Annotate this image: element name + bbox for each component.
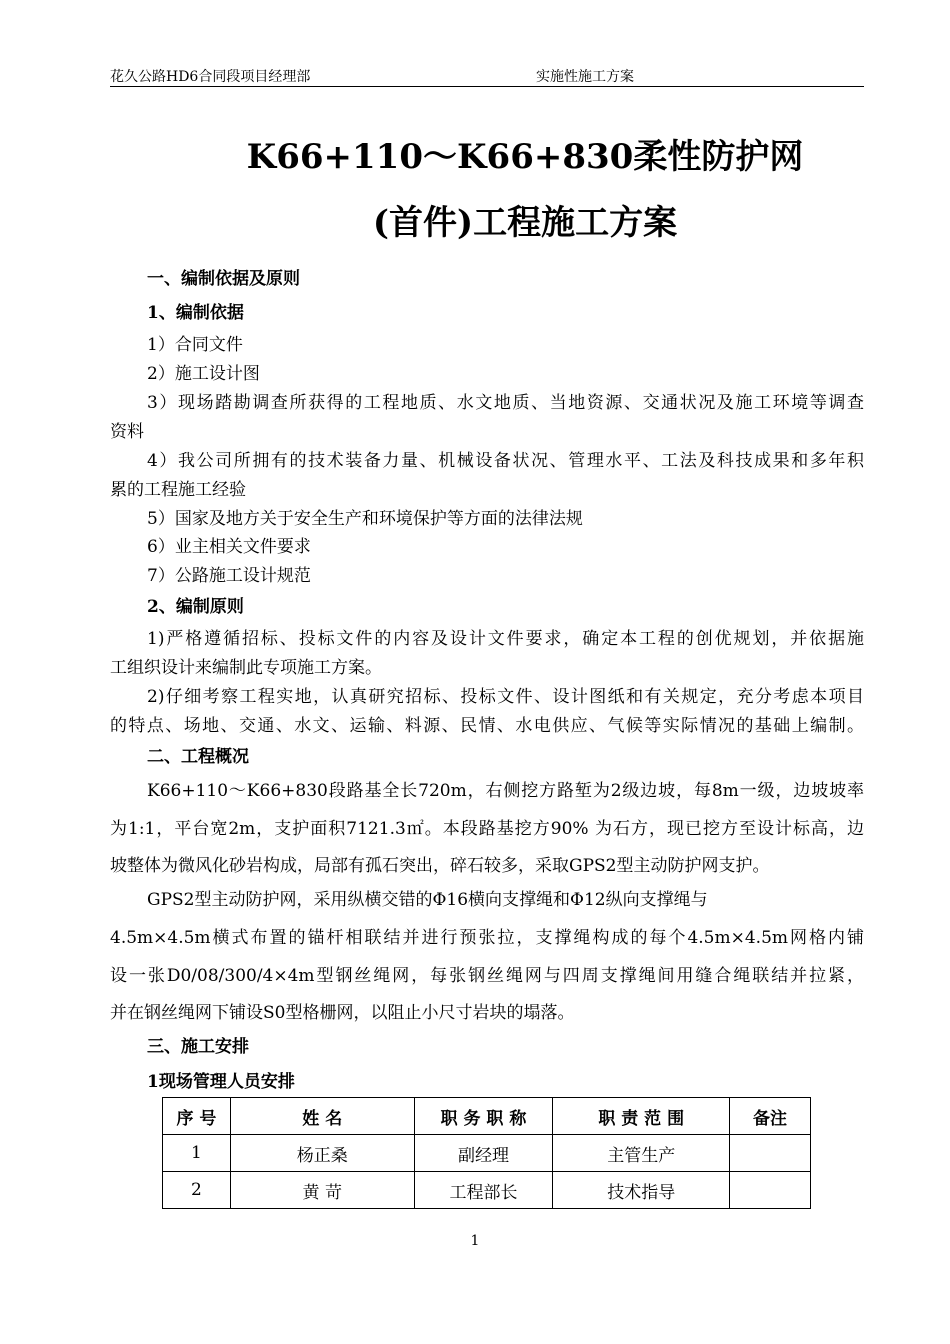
principle-item-cont: 工组织设计来编制此专项施工方案。: [110, 658, 382, 678]
table-header-cell: 职 责 范 围: [553, 1098, 730, 1135]
basis-item: 5）国家及地方关于安全生产和环境保护等方面的法律法规: [147, 509, 583, 529]
section-heading-1: 一、编制依据及原则: [147, 269, 300, 289]
subsection-heading-3-1: 1现场管理人员安排: [147, 1072, 295, 1092]
subsection-heading-1-2: 2、编制原则: [147, 597, 244, 617]
overview-line: K66+110～K66+830段路基全长720m，右侧挖方路堑为2级边坡，每8m一级，边坡坡率: [147, 781, 864, 801]
table-row: [163, 1135, 811, 1172]
table-header-cell: 序 号: [163, 1098, 231, 1135]
table-header-cell: 职 务 职 称: [414, 1098, 553, 1135]
page-header: [110, 62, 864, 87]
table-cell: 主管生产: [553, 1135, 730, 1172]
table-cell: 工程部长: [414, 1172, 553, 1209]
principle-item: 2)仔细考察工程实地，认真研究招标、投标文件、设计图纸和有关规定，充分考虑本项目: [147, 687, 864, 707]
table-row: [163, 1172, 811, 1209]
basis-item: 4）我公司所拥有的技术装备力量、机械设备状况、管理水平、工法及科技成果和多年积: [147, 451, 864, 471]
principle-item: 1)严格遵循招标、投标文件的内容及设计文件要求，确定本工程的创优规划，并依据施: [147, 629, 864, 649]
table-cell: 2: [163, 1172, 231, 1209]
basis-item-cont: 资料: [110, 422, 144, 442]
header-center-text: 实施性施工方案: [536, 69, 634, 85]
basis-item: 2）施工设计图: [147, 364, 260, 384]
basis-item: 7）公路施工设计规范: [147, 566, 311, 586]
basis-item: 3）现场踏勘调查所获得的工程地质、水文地质、当地资源、交通状况及施工环境等调查: [147, 393, 864, 413]
overview-line: 坡整体为微风化砂岩构成，局部有孤石突出，碎石较多，采取GPS2型主动防护网支护。: [110, 856, 770, 876]
document-title-line1: K66+110～K66+830柔性防护网: [246, 137, 804, 177]
page-number: 1: [470, 1233, 480, 1249]
overview-line: 4.5m×4.5m横式布置的锚杆相联结并进行预张拉，支撑绳构成的每个4.5m×4.5m网格内铺: [110, 928, 864, 948]
table-cell: 黄 苛: [230, 1172, 414, 1209]
table-cell: [730, 1135, 811, 1172]
table-cell: [730, 1172, 811, 1209]
table-cell: 技术指导: [553, 1172, 730, 1209]
table-cell: 1: [163, 1135, 231, 1172]
header-left-text: 花久公路HD6合同段项目经理部: [110, 69, 311, 85]
staff-table: [162, 1097, 811, 1209]
overview-line: 为1:1，平台宽2m，支护面积7121.3㎡。本段路基挖方90% 为石方，现已挖方至设计标高，边: [110, 819, 864, 839]
overview-line: 并在钢丝绳网下铺设S0型格栅网，以阻止小尺寸岩块的塌落。: [110, 1003, 575, 1023]
principle-item-cont: 的特点、场地、交通、水文、运输、料源、民情、水电供应、气候等实际情况的基础上编制。: [110, 716, 864, 736]
table-header-cell: 姓 名: [230, 1098, 414, 1135]
section-heading-3: 三、施工安排: [147, 1037, 249, 1057]
overview-line: 设一张D0/08/300/4×4m型钢丝绳网，每张钢丝绳网与四周支撑绳间用缝合绳联结并拉紧，: [110, 966, 864, 986]
document-title-line2: (首件)工程施工方案: [372, 203, 678, 243]
basis-item: 6）业主相关文件要求: [147, 537, 311, 557]
table-header-row: [163, 1098, 811, 1135]
overview-line: GPS2型主动防护网，采用纵横交错的Φ16横向支撑绳和Φ12纵向支撑绳与: [147, 890, 708, 910]
table-cell: 副经理: [414, 1135, 553, 1172]
subsection-heading-1-1: 1、编制依据: [147, 303, 244, 323]
basis-item-cont: 累的工程施工经验: [110, 480, 246, 500]
table-cell: 杨正桑: [230, 1135, 414, 1172]
section-heading-2: 二、工程概况: [147, 747, 249, 767]
basis-item: 1）合同文件: [147, 335, 243, 355]
table-header-cell: 备注: [730, 1098, 811, 1135]
